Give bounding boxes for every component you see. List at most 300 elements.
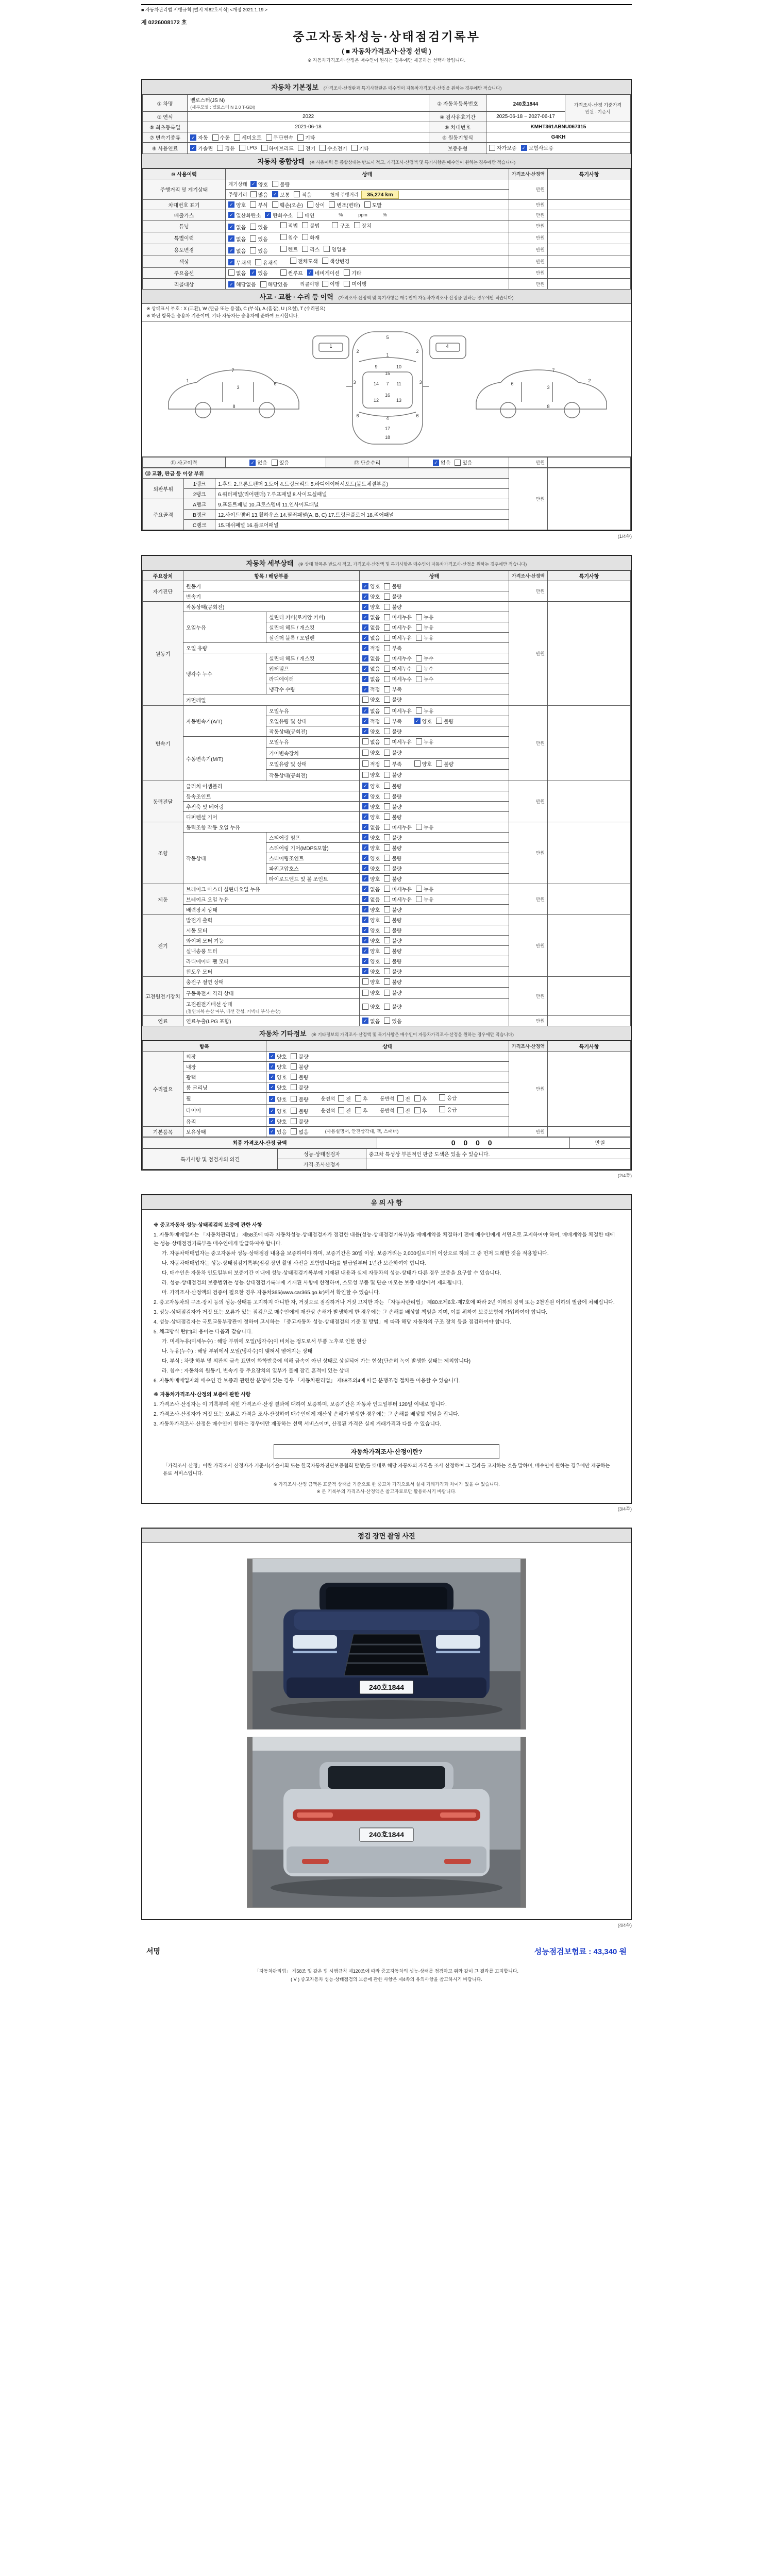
checkbox-불량[interactable] (291, 1095, 308, 1103)
empty-box-icon[interactable] (338, 1107, 344, 1113)
empty-box-icon[interactable] (384, 978, 390, 985)
empty-box-icon[interactable] (362, 772, 368, 778)
empty-box-icon[interactable] (362, 978, 368, 985)
checkbox-네비게이션[interactable] (307, 269, 340, 277)
checked-box-icon[interactable]: ✓ (521, 145, 527, 151)
checked-box-icon[interactable]: ✓ (362, 886, 368, 892)
checkbox-불량[interactable] (384, 865, 401, 872)
checked-box-icon[interactable]: ✓ (362, 645, 368, 651)
checked-box-icon[interactable]: ✓ (362, 937, 368, 943)
checkbox-미세누유[interactable] (384, 707, 412, 715)
checkbox-없음[interactable] (362, 634, 380, 641)
checkbox-리스[interactable] (302, 245, 320, 253)
empty-box-icon[interactable] (362, 750, 368, 756)
checkbox-있음[interactable] (384, 1017, 401, 1025)
checkbox-이행[interactable] (322, 280, 340, 287)
empty-box-icon[interactable] (397, 1107, 404, 1113)
checkbox-없음[interactable] (291, 1128, 308, 1136)
checked-box-icon[interactable]: ✓ (228, 235, 234, 242)
checkbox-적정[interactable] (362, 644, 380, 652)
checkbox-있음[interactable] (269, 1128, 287, 1136)
empty-box-icon[interactable] (291, 1096, 297, 1102)
checkbox-없음[interactable] (362, 738, 380, 745)
checkbox-없음[interactable] (362, 895, 380, 903)
empty-box-icon[interactable] (384, 927, 390, 933)
empty-box-icon[interactable] (291, 1118, 297, 1124)
empty-box-icon[interactable] (302, 222, 308, 228)
empty-box-icon[interactable] (302, 246, 308, 252)
checked-box-icon[interactable]: ✓ (362, 594, 368, 600)
empty-box-icon[interactable] (416, 655, 422, 662)
empty-box-icon[interactable] (455, 460, 461, 466)
empty-box-icon[interactable] (384, 676, 390, 682)
checkbox-불량[interactable] (384, 749, 401, 756)
checkbox-변조(변타)[interactable] (329, 201, 360, 209)
empty-box-icon[interactable] (414, 1107, 421, 1113)
checked-box-icon[interactable]: ✓ (190, 134, 196, 141)
empty-box-icon[interactable] (416, 896, 422, 902)
empty-box-icon[interactable] (384, 783, 390, 789)
checkbox-미세누유[interactable] (384, 823, 412, 831)
checkbox-있음[interactable] (250, 235, 267, 243)
checked-box-icon[interactable]: ✓ (433, 460, 439, 466)
checkbox-구조[interactable] (332, 222, 349, 229)
empty-box-icon[interactable] (384, 624, 390, 631)
checkbox-썬루프[interactable] (280, 269, 303, 277)
checkbox-불량[interactable] (384, 592, 401, 600)
checkbox-해당있음[interactable] (260, 280, 288, 288)
checkbox-미이행[interactable] (344, 280, 366, 287)
checkbox-불량[interactable] (384, 834, 401, 841)
checkbox-양호[interactable] (269, 1053, 287, 1060)
empty-box-icon[interactable] (384, 666, 390, 672)
checkbox-무단변속[interactable] (266, 133, 294, 141)
empty-box-icon[interactable] (294, 191, 300, 197)
empty-box-icon[interactable] (297, 134, 304, 141)
empty-box-icon[interactable] (439, 1094, 445, 1100)
empty-box-icon[interactable] (384, 760, 390, 767)
checkbox-양호[interactable] (269, 1117, 287, 1125)
empty-box-icon[interactable] (338, 1095, 344, 1101)
checked-box-icon[interactable]: ✓ (269, 1053, 275, 1059)
empty-box-icon[interactable] (280, 222, 287, 228)
checkbox-양호[interactable] (362, 978, 380, 986)
checked-box-icon[interactable]: ✓ (269, 1128, 275, 1134)
checkbox-없음[interactable] (433, 459, 450, 466)
checkbox-미세누수[interactable] (384, 665, 412, 672)
checkbox-불량[interactable] (384, 792, 401, 800)
checked-box-icon[interactable]: ✓ (362, 793, 368, 799)
checkbox-누수[interactable] (416, 654, 433, 662)
checked-box-icon[interactable]: ✓ (362, 718, 368, 724)
checkbox-불량[interactable] (291, 1107, 308, 1115)
empty-box-icon[interactable] (298, 145, 304, 151)
checkbox-미세누유[interactable] (384, 895, 412, 903)
checkbox-양호[interactable] (250, 180, 268, 188)
checked-box-icon[interactable]: ✓ (228, 201, 234, 208)
checkbox-양호[interactable] (269, 1095, 287, 1103)
checkbox-불량[interactable] (384, 978, 401, 986)
checked-box-icon[interactable]: ✓ (362, 968, 368, 974)
checkbox-있음[interactable] (250, 269, 267, 277)
empty-box-icon[interactable] (344, 281, 350, 287)
checked-box-icon[interactable]: ✓ (362, 947, 368, 954)
checked-box-icon[interactable]: ✓ (228, 212, 234, 218)
checkbox-없음[interactable] (228, 235, 246, 243)
empty-box-icon[interactable] (234, 134, 240, 141)
checked-box-icon[interactable]: ✓ (269, 1084, 275, 1090)
empty-box-icon[interactable] (416, 624, 422, 631)
empty-box-icon[interactable] (384, 583, 390, 589)
checked-box-icon[interactable]: ✓ (250, 181, 257, 187)
checked-box-icon[interactable]: ✓ (362, 896, 368, 902)
empty-box-icon[interactable] (322, 281, 328, 287)
checkbox-없음[interactable] (362, 613, 380, 621)
checkbox-불량[interactable] (384, 947, 401, 955)
checkbox-불량[interactable] (436, 717, 453, 725)
checkbox-양호[interactable] (362, 989, 380, 996)
empty-box-icon[interactable] (280, 269, 287, 276)
checkbox-적법[interactable] (280, 222, 298, 229)
checkbox-누유[interactable] (416, 707, 433, 715)
checkbox-누수[interactable] (416, 675, 433, 683)
checkbox-부족[interactable] (384, 685, 401, 693)
checked-box-icon[interactable]: ✓ (362, 583, 368, 589)
empty-box-icon[interactable] (384, 614, 390, 620)
empty-box-icon[interactable] (416, 824, 422, 830)
empty-box-icon[interactable] (416, 614, 422, 620)
checkbox-양호[interactable] (362, 957, 380, 965)
checked-box-icon[interactable]: ✓ (269, 1096, 275, 1102)
checkbox-불량[interactable] (384, 916, 401, 924)
checkbox-불량[interactable] (384, 782, 401, 790)
checkbox-색상변경[interactable] (322, 257, 350, 265)
checkbox-불량[interactable] (384, 813, 401, 821)
checkbox-불량[interactable] (436, 760, 453, 768)
checkbox-후[interactable] (355, 1107, 368, 1114)
empty-box-icon[interactable] (290, 258, 296, 264)
checked-box-icon[interactable]: ✓ (362, 906, 368, 912)
empty-box-icon[interactable] (307, 201, 313, 208)
checkbox-양호[interactable] (228, 201, 246, 209)
checked-box-icon[interactable]: ✓ (362, 834, 368, 840)
checkbox-화재[interactable] (302, 233, 320, 241)
checked-box-icon[interactable]: ✓ (269, 1063, 275, 1070)
checkbox-누유[interactable] (416, 623, 433, 631)
empty-box-icon[interactable] (384, 990, 390, 996)
checkbox-전[interactable] (397, 1107, 410, 1114)
checked-box-icon[interactable]: ✓ (362, 803, 368, 809)
checkbox-보험사보증[interactable] (521, 144, 553, 151)
empty-box-icon[interactable] (362, 990, 368, 996)
checkbox-불량[interactable] (384, 937, 401, 944)
empty-box-icon[interactable] (322, 258, 328, 264)
checkbox-양호[interactable] (362, 844, 380, 852)
checked-box-icon[interactable]: ✓ (269, 1108, 275, 1114)
empty-box-icon[interactable] (384, 947, 390, 954)
empty-box-icon[interactable] (212, 134, 219, 141)
empty-box-icon[interactable] (272, 201, 278, 208)
empty-box-icon[interactable] (384, 718, 390, 724)
checkbox-미세누유[interactable] (384, 623, 412, 631)
empty-box-icon[interactable] (414, 760, 421, 767)
empty-box-icon[interactable] (416, 676, 422, 682)
checkbox-응급[interactable] (439, 1094, 457, 1101)
empty-box-icon[interactable] (384, 824, 390, 830)
empty-box-icon[interactable] (384, 917, 390, 923)
checkbox-무채색[interactable] (228, 259, 251, 266)
checkbox-렌트[interactable] (280, 245, 298, 253)
checkbox-LPG[interactable] (239, 145, 257, 151)
checked-box-icon[interactable]: ✓ (362, 655, 368, 662)
checkbox-응급[interactable] (439, 1106, 457, 1113)
checked-box-icon[interactable]: ✓ (362, 783, 368, 789)
empty-box-icon[interactable] (384, 844, 390, 851)
checkbox-없음[interactable] (249, 459, 267, 466)
empty-box-icon[interactable] (384, 896, 390, 902)
empty-box-icon[interactable] (384, 1004, 390, 1010)
empty-box-icon[interactable] (280, 246, 287, 252)
checkbox-양호[interactable] (362, 916, 380, 924)
empty-box-icon[interactable] (384, 594, 390, 600)
checkbox-자동[interactable] (190, 133, 208, 141)
empty-box-icon[interactable] (397, 1095, 404, 1101)
empty-box-icon[interactable] (384, 814, 390, 820)
empty-box-icon[interactable] (384, 686, 390, 692)
empty-box-icon[interactable] (362, 738, 368, 744)
checkbox-없음[interactable] (362, 823, 380, 831)
checkbox-있음[interactable] (250, 247, 267, 255)
checked-box-icon[interactable]: ✓ (250, 269, 256, 276)
checkbox-미세누수[interactable] (384, 654, 412, 662)
checkbox-불량[interactable] (384, 1003, 401, 1010)
empty-box-icon[interactable] (272, 181, 278, 187)
empty-box-icon[interactable] (439, 1106, 445, 1112)
empty-box-icon[interactable] (416, 666, 422, 672)
checked-box-icon[interactable]: ✓ (362, 686, 368, 692)
empty-box-icon[interactable] (302, 234, 308, 240)
checkbox-누유[interactable] (416, 738, 433, 745)
checked-box-icon[interactable]: ✓ (362, 875, 368, 882)
checkbox-세미오토[interactable] (234, 133, 262, 141)
checkbox-전[interactable] (338, 1095, 351, 1103)
empty-box-icon[interactable] (362, 1004, 368, 1010)
empty-box-icon[interactable] (362, 760, 368, 767)
checkbox-불량[interactable] (272, 180, 290, 188)
checkbox-양호[interactable] (362, 854, 380, 862)
checkbox-기타[interactable] (297, 133, 315, 141)
checkbox-침수[interactable] (280, 233, 298, 241)
empty-box-icon[interactable] (291, 1074, 297, 1080)
empty-box-icon[interactable] (266, 134, 272, 141)
checkbox-후[interactable] (355, 1095, 368, 1103)
empty-box-icon[interactable] (364, 201, 371, 208)
checkbox-불량[interactable] (291, 1053, 308, 1060)
empty-box-icon[interactable] (291, 1063, 297, 1070)
empty-box-icon[interactable] (384, 772, 390, 778)
checked-box-icon[interactable]: ✓ (362, 927, 368, 933)
checkbox-불량[interactable] (384, 854, 401, 862)
checkbox-양호[interactable] (362, 792, 380, 800)
checked-box-icon[interactable]: ✓ (362, 728, 368, 734)
checked-box-icon[interactable]: ✓ (362, 1018, 368, 1024)
checkbox-있음[interactable] (455, 459, 472, 466)
empty-box-icon[interactable] (320, 145, 326, 151)
empty-box-icon[interactable] (384, 886, 390, 892)
checkbox-누유[interactable] (416, 634, 433, 641)
empty-box-icon[interactable] (436, 718, 442, 724)
checked-box-icon[interactable]: ✓ (228, 247, 234, 253)
empty-box-icon[interactable] (344, 269, 350, 276)
checked-box-icon[interactable]: ✓ (265, 212, 271, 218)
checked-box-icon[interactable]: ✓ (362, 865, 368, 871)
checkbox-양호[interactable] (269, 1107, 287, 1115)
checkbox-양호[interactable] (362, 582, 380, 590)
checkbox-양호[interactable] (362, 865, 380, 872)
empty-box-icon[interactable] (217, 145, 223, 151)
empty-box-icon[interactable] (384, 707, 390, 714)
checkbox-적정[interactable] (362, 717, 380, 725)
checked-box-icon[interactable]: ✓ (362, 614, 368, 620)
checkbox-양호[interactable] (362, 834, 380, 841)
checkbox-자가보증[interactable] (489, 144, 517, 151)
checkbox-양호[interactable] (362, 803, 380, 810)
empty-box-icon[interactable] (324, 246, 330, 252)
empty-box-icon[interactable] (280, 234, 287, 240)
checkbox-상이[interactable] (307, 201, 325, 209)
empty-box-icon[interactable] (250, 235, 256, 242)
checkbox-전기[interactable] (298, 144, 315, 152)
empty-box-icon[interactable] (255, 259, 261, 265)
empty-box-icon[interactable] (228, 269, 234, 276)
empty-box-icon[interactable] (384, 834, 390, 840)
empty-box-icon[interactable] (250, 191, 257, 197)
empty-box-icon[interactable] (416, 635, 422, 641)
checked-box-icon[interactable]: ✓ (362, 604, 368, 610)
empty-box-icon[interactable] (384, 906, 390, 912)
checked-box-icon[interactable]: ✓ (362, 676, 368, 682)
checkbox-훼손(오손)[interactable] (272, 201, 303, 209)
empty-box-icon[interactable] (384, 728, 390, 734)
empty-box-icon[interactable] (416, 707, 422, 714)
checked-box-icon[interactable]: ✓ (249, 460, 256, 466)
empty-box-icon[interactable] (362, 697, 368, 703)
empty-box-icon[interactable] (384, 875, 390, 882)
checkbox-양호[interactable] (362, 727, 380, 735)
checkbox-양호[interactable] (362, 926, 380, 934)
empty-box-icon[interactable] (384, 968, 390, 974)
checkbox-경유[interactable] (217, 144, 234, 152)
empty-box-icon[interactable] (489, 145, 495, 151)
checkbox-양호[interactable] (362, 603, 380, 611)
checked-box-icon[interactable]: ✓ (228, 281, 234, 287)
checkbox-불량[interactable] (291, 1117, 308, 1125)
empty-box-icon[interactable] (384, 697, 390, 703)
checkbox-수소전기[interactable] (320, 144, 347, 152)
checkbox-부족[interactable] (384, 644, 401, 652)
checkbox-누유[interactable] (416, 823, 433, 831)
checkbox-불량[interactable] (291, 1063, 308, 1071)
checkbox-보통[interactable] (272, 191, 290, 198)
checkbox-불량[interactable] (384, 926, 401, 934)
checked-box-icon[interactable]: ✓ (362, 666, 368, 672)
checkbox-양호[interactable] (362, 749, 380, 756)
checkbox-하이브리드[interactable] (261, 144, 294, 152)
checkbox-양호[interactable] (362, 875, 380, 883)
checkbox-부식[interactable] (250, 201, 267, 209)
checkbox-미세누유[interactable] (384, 738, 412, 745)
checkbox-없음[interactable] (362, 1017, 380, 1025)
checkbox-양호[interactable] (414, 717, 432, 725)
empty-box-icon[interactable] (355, 1095, 361, 1101)
checkbox-장치[interactable] (354, 222, 372, 229)
checkbox-탄화수소[interactable] (265, 211, 293, 219)
checked-box-icon[interactable]: ✓ (190, 145, 196, 151)
empty-box-icon[interactable] (291, 1108, 297, 1114)
checked-box-icon[interactable]: ✓ (362, 958, 368, 964)
checkbox-해당없음[interactable] (228, 280, 256, 288)
checkbox-전[interactable] (338, 1107, 351, 1114)
checked-box-icon[interactable]: ✓ (362, 855, 368, 861)
checked-box-icon[interactable]: ✓ (269, 1074, 275, 1080)
checkbox-없음[interactable] (362, 623, 380, 631)
checkbox-적정[interactable] (362, 685, 380, 693)
checkbox-양호[interactable] (362, 696, 380, 703)
checked-box-icon[interactable]: ✓ (228, 224, 234, 230)
checkbox-양호[interactable] (362, 813, 380, 821)
checkbox-없음[interactable] (362, 885, 380, 893)
empty-box-icon[interactable] (384, 958, 390, 964)
checkbox-미세누수[interactable] (384, 675, 412, 683)
empty-box-icon[interactable] (384, 645, 390, 651)
checkbox-적정[interactable] (362, 760, 380, 768)
checkbox-양호[interactable] (269, 1083, 287, 1091)
empty-box-icon[interactable] (384, 865, 390, 871)
checkbox-불량[interactable] (384, 844, 401, 852)
checkbox-불량[interactable] (384, 906, 401, 913)
checked-box-icon[interactable]: ✓ (362, 917, 368, 923)
empty-box-icon[interactable] (239, 145, 245, 151)
checkbox-양호[interactable] (269, 1063, 287, 1071)
checkbox-많음[interactable] (250, 191, 268, 198)
checkbox-양호[interactable] (362, 592, 380, 600)
empty-box-icon[interactable] (384, 635, 390, 641)
checkbox-없음[interactable] (228, 247, 246, 255)
checkbox-불량[interactable] (384, 875, 401, 883)
checked-box-icon[interactable]: ✓ (362, 844, 368, 851)
checkbox-양호[interactable] (362, 782, 380, 790)
empty-box-icon[interactable] (250, 224, 256, 230)
checkbox-불량[interactable] (384, 727, 401, 735)
checkbox-부족[interactable] (384, 717, 401, 725)
empty-box-icon[interactable] (414, 1095, 421, 1101)
checkbox-미세누유[interactable] (384, 613, 412, 621)
checked-box-icon[interactable]: ✓ (272, 191, 278, 197)
empty-box-icon[interactable] (329, 201, 335, 208)
checkbox-후[interactable] (414, 1107, 427, 1114)
checkbox-없음[interactable] (228, 269, 246, 277)
empty-box-icon[interactable] (351, 145, 358, 151)
checkbox-불량[interactable] (291, 1073, 308, 1081)
empty-box-icon[interactable] (261, 145, 267, 151)
checkbox-누유[interactable] (416, 613, 433, 621)
empty-box-icon[interactable] (436, 760, 442, 767)
checkbox-일산화탄소[interactable] (228, 211, 261, 219)
checkbox-가솔린[interactable] (190, 144, 213, 152)
checkbox-없음[interactable] (362, 654, 380, 662)
checkbox-양호[interactable] (362, 968, 380, 975)
checkbox-불량[interactable] (384, 603, 401, 611)
